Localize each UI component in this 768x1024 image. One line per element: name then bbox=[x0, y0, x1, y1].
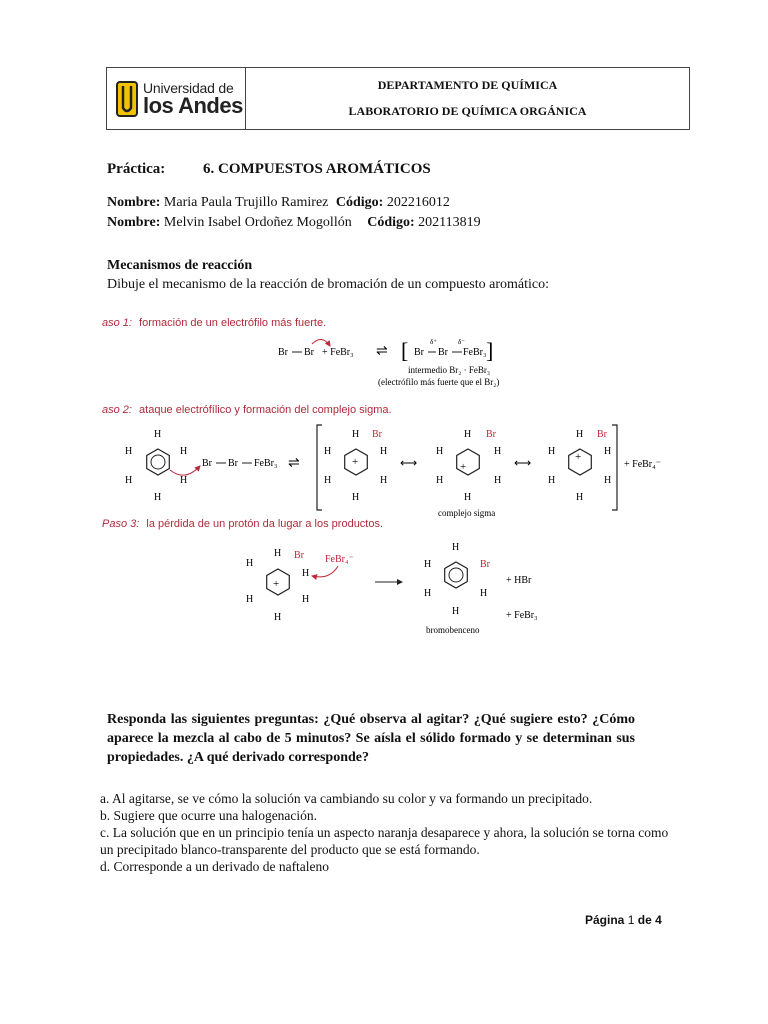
paso3-text: la pérdida de un protón da lugar a los productos. bbox=[146, 518, 384, 530]
bracket-icon: [ bbox=[401, 338, 409, 363]
h-atom: H bbox=[154, 429, 162, 440]
h-atom: H bbox=[494, 475, 502, 486]
student-code: 202216012 bbox=[386, 195, 450, 210]
answer-a: a. Al agitarse, se ve cómo la solución va cambiando su color y va formando un precipitado. bbox=[100, 791, 593, 806]
student-name: Maria Paula Trujillo Ramirez bbox=[163, 195, 329, 210]
bracket-icon bbox=[612, 425, 617, 510]
benzene-molecule bbox=[125, 429, 187, 503]
h-atom: H bbox=[436, 446, 444, 457]
mechanism-instruction: Dibuje el mecanismo de la reacción de bromación de un compuesto aromático: bbox=[107, 277, 550, 292]
sigma-complex-2 bbox=[436, 429, 501, 503]
student-row bbox=[107, 215, 481, 231]
page-label: Página bbox=[585, 913, 625, 927]
h-atom: H bbox=[180, 446, 188, 457]
electron-arrow bbox=[312, 566, 338, 577]
febr3-product-label: + FeBr₃ bbox=[506, 610, 538, 621]
h-atom: H bbox=[324, 446, 332, 457]
name-label: Nombre: bbox=[107, 195, 161, 210]
br-atom: Br bbox=[438, 347, 448, 358]
questions-text: Responda las siguientes preguntas: ¿Qué observa al agitar? ¿Qué sugiere esto? ¿Cómo aparece la mezcla al cabo de 5 minutos? Se aísla el sólido formado y se determinan sus propiedades. ¿A qué derivado corresponde? bbox=[107, 712, 635, 765]
h-atom: H bbox=[180, 475, 188, 486]
positive-charge: + bbox=[273, 578, 280, 590]
aromatic-ring bbox=[449, 568, 463, 582]
department-title: DEPARTAMENTO DE QUÍMICA bbox=[377, 77, 558, 92]
febr3-label: FeBr₃ bbox=[463, 347, 487, 358]
delta-plus: δ⁺ bbox=[430, 338, 437, 346]
university-logo bbox=[107, 68, 246, 129]
complejo-sigma-label: complejo sigma bbox=[438, 508, 496, 518]
h-atom: H bbox=[274, 612, 282, 623]
answer-c: c. La solución que en un principio tenía un aspecto naranja desaparece y ahora, la solución se torna como un precipitado blanco-transparente del producto que se está formando. bbox=[100, 825, 669, 857]
practica-line bbox=[107, 161, 431, 178]
h-atom: H bbox=[324, 475, 332, 486]
practica-label: Práctica: bbox=[107, 161, 166, 177]
answer-d: d. Corresponde a un derivado de naftaleno bbox=[100, 859, 330, 874]
sigma-complex-reactant bbox=[246, 548, 309, 623]
h-atom: H bbox=[125, 446, 133, 457]
answers-list bbox=[100, 790, 680, 875]
br-atom: Br bbox=[486, 429, 496, 440]
h-atom: H bbox=[548, 446, 556, 457]
aromatic-ring bbox=[151, 455, 165, 469]
br-atom: Br bbox=[304, 347, 314, 358]
resonance-arrow-icon: ⟷ bbox=[400, 456, 418, 470]
h-atom: H bbox=[352, 429, 360, 440]
br-atom: Br bbox=[372, 429, 382, 440]
paso3-equation bbox=[246, 542, 538, 635]
sigma-complex-1 bbox=[324, 429, 387, 503]
febr3-label: FeBr₃ bbox=[254, 458, 278, 469]
paso2-text: ataque electrófílico y formación del complejo sigma. bbox=[139, 404, 392, 416]
answer-b: b. Sugiere que ocurre una halogenación. bbox=[100, 808, 318, 823]
header-table bbox=[106, 67, 690, 130]
br-atom: Br bbox=[414, 347, 424, 358]
mechanism-heading: Mecanismos de reacción bbox=[107, 258, 253, 273]
student-name: Melvin Isabel Ordoñez Mogollón bbox=[163, 215, 352, 230]
br-atom: Br bbox=[597, 429, 607, 440]
paso2-equation bbox=[125, 425, 661, 518]
page-footer bbox=[585, 913, 662, 927]
logo-line1: Universidad de bbox=[143, 79, 234, 96]
logo-emblem-icon bbox=[115, 80, 139, 118]
h-atom: H bbox=[436, 475, 444, 486]
intermedio-label: intermedio Br₂ · FeBr₃ bbox=[408, 365, 491, 375]
h-atom: H bbox=[424, 559, 432, 570]
br-atom: Br bbox=[294, 550, 304, 561]
h-atom: H bbox=[380, 446, 388, 457]
h-atom: H bbox=[494, 446, 502, 457]
febr3-label: + FeBr₃ bbox=[322, 347, 354, 358]
student-row bbox=[107, 195, 450, 211]
h-atom: H bbox=[548, 475, 556, 486]
positive-charge: + bbox=[352, 456, 359, 468]
hbr-label: + HBr bbox=[506, 575, 532, 586]
h-atom: H bbox=[576, 429, 584, 440]
br-atom: Br bbox=[202, 458, 212, 469]
positive-charge: + bbox=[575, 451, 582, 463]
h-atom: H bbox=[246, 594, 254, 605]
h-atom: H bbox=[604, 446, 612, 457]
practica-title: 6. COMPUESTOS AROMÁTICOS bbox=[203, 161, 431, 177]
h-atom: H bbox=[464, 492, 472, 503]
febr4-label: + FeBr₄⁻ bbox=[624, 459, 661, 470]
br-atom: Br bbox=[278, 347, 288, 358]
bracket-icon: ] bbox=[486, 338, 494, 363]
h-atom: H bbox=[302, 568, 310, 579]
student-code: 202113819 bbox=[418, 215, 481, 230]
bromobenzene-molecule bbox=[424, 542, 491, 617]
h-atom: H bbox=[464, 429, 472, 440]
h-atom: H bbox=[154, 492, 162, 503]
name-label: Nombre: bbox=[107, 215, 161, 230]
electrofilo-label: (electrófilo más fuerte que el Br₂) bbox=[378, 377, 500, 387]
h-atom: H bbox=[576, 492, 584, 503]
lab-title: LABORATORIO DE QUÍMICA ORGÁNICA bbox=[348, 104, 587, 119]
h-atom: H bbox=[452, 542, 460, 553]
equilibrium-arrow-icon: ⇌ bbox=[376, 344, 388, 359]
h-atom: H bbox=[424, 588, 432, 599]
h-atom: H bbox=[125, 475, 133, 486]
h-atom: H bbox=[246, 558, 254, 569]
paso3-label: Paso 3: bbox=[102, 518, 140, 530]
electron-arrow bbox=[170, 466, 200, 475]
resonance-arrow-icon: ⟷ bbox=[514, 456, 532, 470]
equilibrium-arrow-icon: ⇌ bbox=[288, 456, 300, 471]
h-atom: H bbox=[452, 606, 460, 617]
of-label: de bbox=[637, 913, 652, 927]
page-number: 1 bbox=[627, 913, 635, 927]
br-atom: Br bbox=[228, 458, 238, 469]
br-atom: Br bbox=[480, 559, 490, 570]
h-atom: H bbox=[274, 548, 282, 559]
page-total: 4 bbox=[655, 913, 662, 927]
h-atom: H bbox=[604, 475, 612, 486]
h-atom: H bbox=[380, 475, 388, 486]
sigma-complex-3 bbox=[548, 429, 611, 503]
h-atom: H bbox=[352, 492, 360, 503]
paso1-text: formación de un electrófilo más fuerte. bbox=[139, 317, 327, 329]
paso1-equation bbox=[278, 338, 499, 387]
mechanism-diagram bbox=[0, 300, 768, 640]
bracket-icon bbox=[317, 425, 322, 510]
logo-line2: los Andes bbox=[143, 92, 243, 118]
h-atom: H bbox=[480, 588, 488, 599]
code-label: Código: bbox=[367, 215, 415, 230]
delta-minus: δ⁻ bbox=[458, 338, 465, 346]
code-label: Código: bbox=[335, 195, 384, 210]
paso1-label: aso 1: bbox=[102, 317, 132, 329]
h-atom: H bbox=[302, 594, 310, 605]
electron-arrow bbox=[312, 339, 330, 346]
paso2-label: aso 2: bbox=[102, 404, 132, 416]
bromobenceno-label: bromobenceno bbox=[426, 625, 480, 635]
febr4-label: FeBr₄⁻ bbox=[325, 554, 354, 565]
positive-charge: + bbox=[460, 461, 467, 473]
